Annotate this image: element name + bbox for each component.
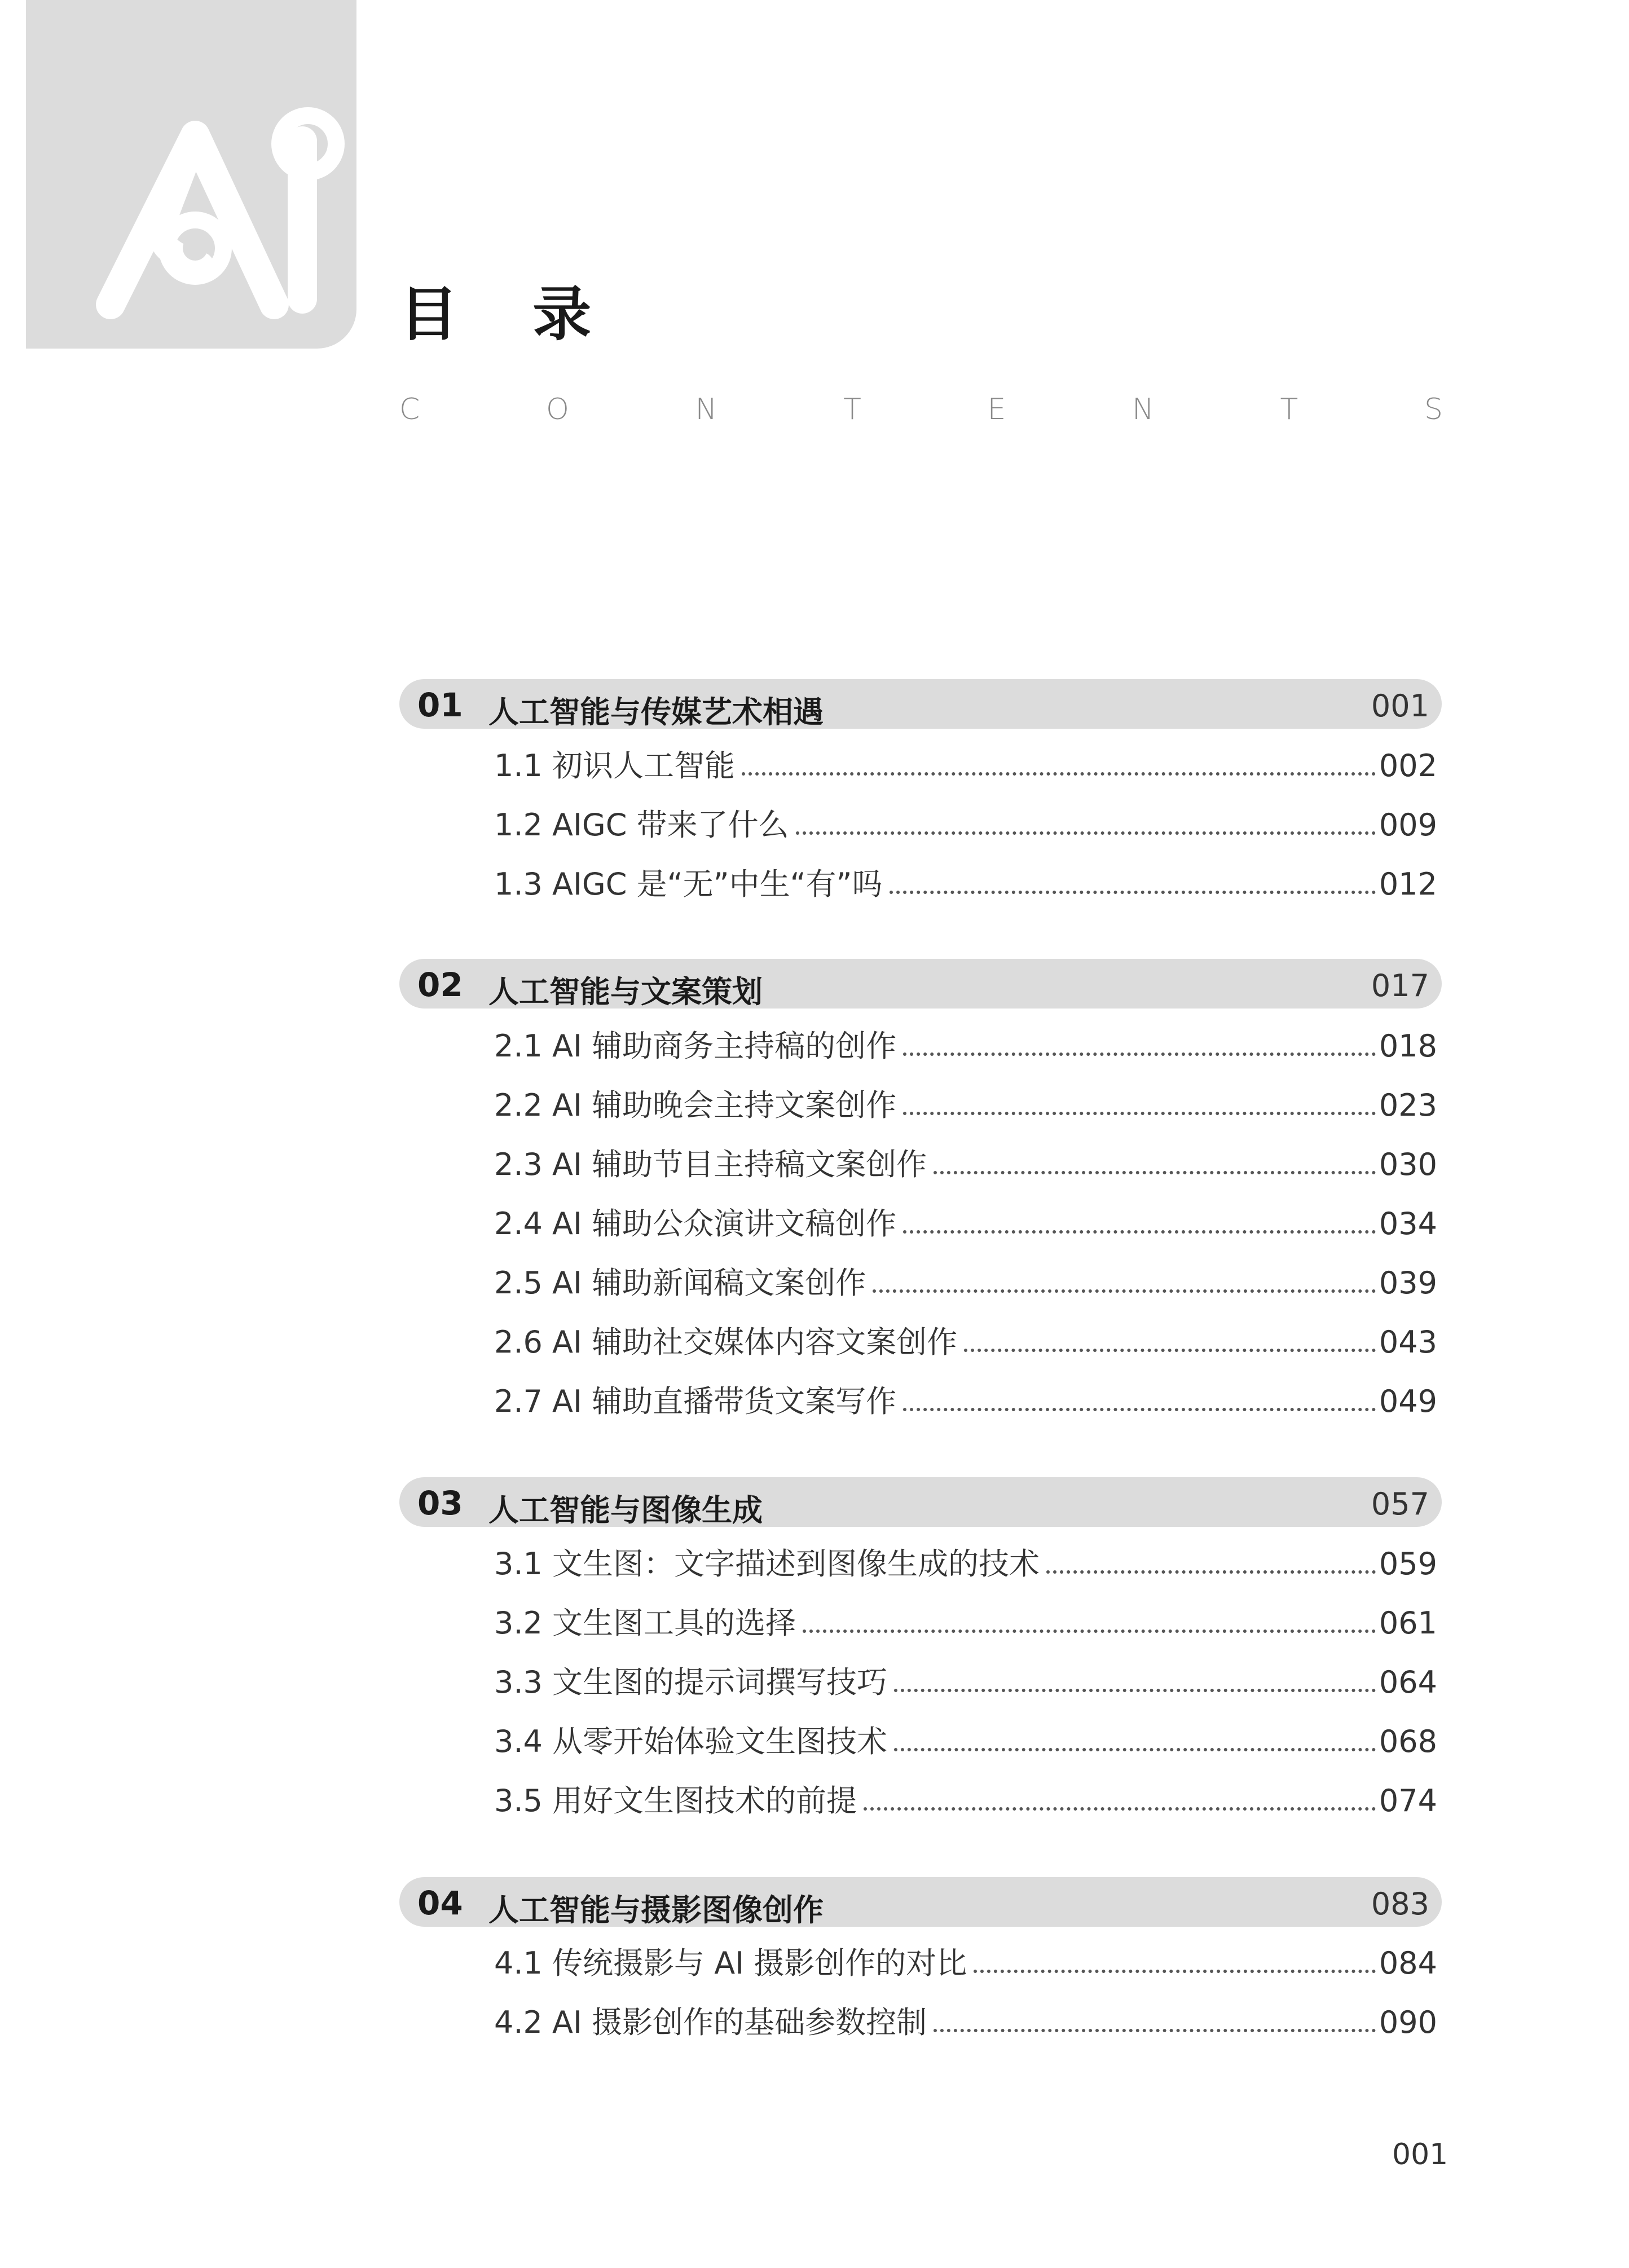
chapter-title: 人工智能与文案策划 [488,974,763,1010]
chapter-number: 01 [417,686,463,724]
subtitle-letter: C [399,393,420,426]
contents-subtitle [399,395,1443,424]
toc-entry[interactable] [494,801,1437,843]
toc-entry-page: 009 [1379,807,1437,843]
footer-page-number: 001 [1392,2138,1449,2172]
toc-entry-page: 002 [1379,748,1437,783]
chapter-heading-03[interactable] [399,1477,1442,1527]
toc-entry-label: 1.1 初识人工智能 [494,748,736,783]
toc-entry-label: 2.7 AI 辅助直播带货文案写作 [494,1384,897,1419]
dot-leader [974,1970,1376,1973]
dot-leader [894,1689,1376,1692]
toc-entry-page: 059 [1379,1546,1437,1582]
dot-leader [1046,1570,1376,1574]
dot-leader [903,1230,1376,1234]
chapter-page: 001 [1371,688,1429,724]
chapter-heading-01[interactable] [399,679,1442,729]
toc-entry-page: 090 [1379,2005,1437,2040]
toc-entry-page: 064 [1379,1664,1437,1700]
dot-leader [742,772,1376,776]
toc-entry[interactable] [494,1939,1437,1979]
toc-entry-label: 2.1 AI 辅助商务主持稿的创作 [494,1028,897,1064]
toc-entry[interactable] [494,1377,1437,1417]
toc-entry[interactable] [494,1259,1437,1301]
toc-entry[interactable] [494,1777,1437,1816]
dot-leader [903,1408,1376,1411]
subtitle-letter: O [545,393,569,426]
dot-leader [890,891,1376,894]
toc-entry[interactable] [494,1540,1437,1582]
dot-leader [903,1112,1376,1115]
toc-entry-label: 2.6 AI 辅助社交媒体内容文案创作 [494,1324,958,1360]
toc-entry-label: 3.1 文生图：文字描述到图像生成的技术 [494,1546,1040,1582]
dot-leader [934,1171,1376,1174]
toc-entry-page: 030 [1379,1147,1437,1182]
chapter-heading-04[interactable] [399,1877,1442,1927]
toc-entry[interactable] [494,1200,1437,1239]
chapter-page: 017 [1371,968,1429,1003]
toc-entry[interactable] [494,1599,1437,1639]
dot-leader [934,2029,1376,2032]
dot-leader [796,831,1376,835]
subtitle-letter: T [843,393,861,426]
toc-entry-page: 043 [1379,1324,1437,1360]
dot-leader [903,1052,1376,1056]
chapter-page: 083 [1371,1886,1429,1922]
chapter-number: 04 [417,1884,463,1922]
toc-entry-label: 3.5 用好文生图技术的前提 [494,1783,857,1818]
subtitle-letter: N [695,393,717,426]
chapter-title: 人工智能与传媒艺术相遇 [488,694,824,730]
subtitle-letter: E [987,393,1006,426]
dot-leader [873,1289,1376,1293]
toc-entry-label: 2.3 AI 辅助节目主持稿文案创作 [494,1147,927,1182]
toc-entry-page: 034 [1379,1206,1437,1241]
toc-entry-page: 018 [1379,1028,1437,1064]
toc-entry[interactable] [494,860,1437,900]
chapter-title: 人工智能与摄影图像创作 [488,1892,824,1928]
ai-logo-icon [26,0,356,349]
toc-entry-label: 3.2 文生图工具的选择 [494,1605,796,1641]
toc-entry-page: 012 [1379,866,1437,902]
toc-entry-page: 039 [1379,1265,1437,1301]
toc-entry-page: 084 [1379,1945,1437,1981]
chapter-number: 02 [417,966,463,1004]
toc-entry[interactable] [494,742,1437,781]
toc-entry-page: 061 [1379,1605,1437,1641]
dot-leader [803,1630,1376,1633]
toc-entry[interactable] [494,1140,1437,1180]
toc-entry-page: 068 [1379,1724,1437,1759]
chapter-page: 057 [1371,1486,1429,1522]
subtitle-letter: S [1424,393,1443,426]
toc-entry[interactable] [494,1658,1437,1698]
toc-entry-label: 4.1 传统摄影与 AI 摄影创作的对比 [494,1945,967,1981]
toc-entry-label: 3.4 从零开始体验文生图技术 [494,1724,888,1759]
chapter-title: 人工智能与图像生成 [488,1492,763,1528]
toc-entry[interactable] [494,1717,1437,1757]
toc-entry[interactable] [494,1022,1437,1062]
toc-entry-label: 2.2 AI 辅助晚会主持文案创作 [494,1087,897,1123]
toc-entry-page: 074 [1379,1783,1437,1818]
logo-block [26,0,356,349]
dot-leader [894,1748,1376,1751]
toc-entry[interactable] [494,1318,1437,1358]
toc-entry[interactable] [494,1998,1437,2038]
subtitle-letter: N [1132,393,1154,426]
toc-entry[interactable] [494,1081,1437,1121]
toc-entry-label: 3.3 文生图的提示词撰写技巧 [494,1664,888,1700]
chapter-number: 03 [417,1484,463,1522]
toc-entry-label: 2.5 AI 辅助新闻稿文案创作 [494,1265,866,1301]
toc-entry-label: 1.3 AIGC 是“无”中生“有”吗 [494,866,883,902]
toc-entry-label: 2.4 AI 辅助公众演讲文稿创作 [494,1206,897,1241]
subtitle-letter: T [1280,393,1298,426]
toc-entry-page: 023 [1379,1087,1437,1123]
dot-leader [964,1349,1376,1352]
page-title: 目 录 [399,280,619,349]
toc-entry-label: 4.2 AI 摄影创作的基础参数控制 [494,2005,927,2040]
chapter-heading-02[interactable] [399,959,1442,1009]
dot-leader [864,1807,1376,1811]
toc-entry-page: 049 [1379,1384,1437,1419]
toc-entry-label: 1.2 AIGC 带来了什么 [494,807,789,843]
